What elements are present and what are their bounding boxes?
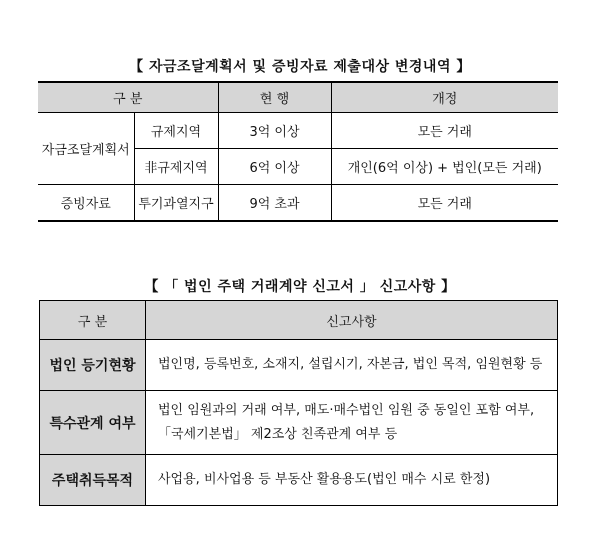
row-category: 증빙자료 (38, 185, 134, 222)
row-label: 법인 등기현황 (40, 340, 146, 391)
row-value (146, 391, 558, 455)
row-subcategory: 투기과열지구 (134, 185, 218, 222)
row-value (146, 455, 558, 506)
table-row (38, 113, 558, 149)
header-report-items: 신고사항 (146, 301, 558, 340)
table-row (40, 455, 558, 506)
row-subcategory: 非규제지역 (134, 149, 218, 185)
row-revised: 모든 거래 (331, 113, 558, 149)
row-revised: 모든 거래 (331, 185, 558, 222)
row-current: 6억 이상 (218, 149, 331, 185)
table-row (38, 185, 558, 222)
table-row (40, 391, 558, 455)
header-category: 구 분 (38, 82, 218, 113)
table-header-row (38, 82, 558, 113)
row-current: 9억 초과 (218, 185, 331, 222)
corporate-report-table (39, 300, 558, 506)
table2-title: 【 「 법인 주택 거래계약 신고서 」 신고사항 】 (144, 279, 456, 295)
row-value (146, 340, 558, 391)
header-current: 현 행 (218, 82, 331, 113)
row-value-line: 법인 임원과의 거래 여부, 매도·매수법인 임원 중 동일인 포함 여부, (158, 402, 535, 418)
row-category: 자금조달계획서 (38, 113, 134, 185)
row-value-line: 법인명, 등록번호, 소재지, 설립시기, 자본금, 법인 목적, 임원현황 등 (158, 357, 543, 372)
table1-title: 【 자금조달계획서 및 증빙자료 제출대상 변경내역 】 (129, 59, 471, 75)
row-label: 특수관계 여부 (40, 391, 146, 455)
row-value-line: 「국세기본법」 제2조상 친족관계 여부 등 (158, 426, 398, 442)
table-row (40, 340, 558, 391)
table-header-row (40, 301, 558, 340)
row-value-line: 사업용, 비사업용 등 부동산 활용용도(법인 매수 시로 한정) (158, 472, 491, 487)
submission-change-table (38, 81, 558, 222)
row-label: 주택취득목적 (40, 455, 146, 506)
header-revised: 개정 (331, 82, 558, 113)
header-category: 구 분 (40, 301, 146, 340)
row-revised: 개인(6억 이상) + 법인(모든 거래) (331, 149, 558, 185)
row-subcategory: 규제지역 (134, 113, 218, 149)
row-current: 3억 이상 (218, 113, 331, 149)
